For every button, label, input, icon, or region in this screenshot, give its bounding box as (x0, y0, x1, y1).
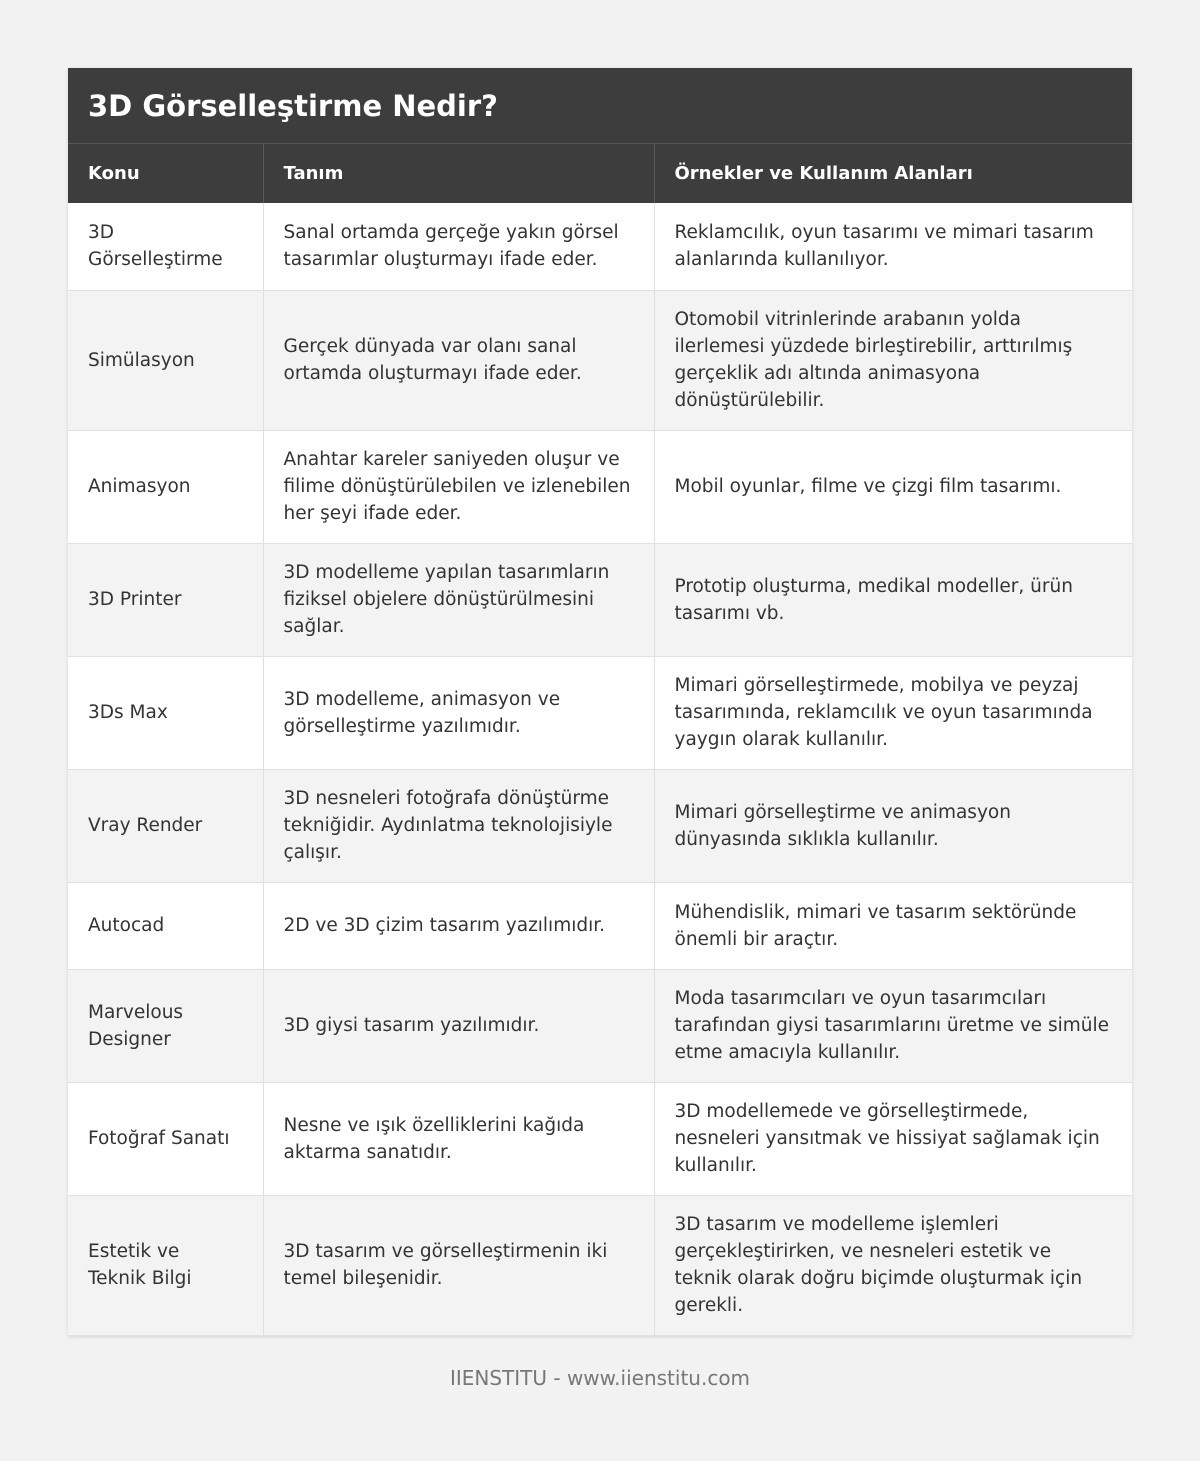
cell-definition: 3D nesneleri fotoğrafa dönüştürme tekniğidir. Aydınlatma teknolojisiyle çalışır. (263, 769, 654, 882)
cell-definition: 3D modelleme, animasyon ve görselleştirme yazılımıdır. (263, 656, 654, 769)
cell-topic: 3D Görselleştirme (68, 203, 263, 290)
header-examples: Örnekler ve Kullanım Alanları (654, 144, 1132, 203)
cell-topic: 3D Printer (68, 543, 263, 656)
footer-credit: IIENSTITU - www.iienstitu.com (449, 1366, 751, 1390)
cell-topic: Marvelous Designer (68, 969, 263, 1082)
table-row (68, 656, 1132, 769)
cell-examples: Mimari görselleştirme ve animasyon dünyasında sıklıkla kullanılır. (654, 769, 1132, 882)
header-topic: Konu (68, 144, 263, 203)
cell-definition: Sanal ortamda gerçeğe yakın görsel tasarımlar oluşturmayı ifade eder. (263, 203, 654, 290)
cell-topic: Autocad (68, 882, 263, 969)
cell-examples: Reklamcılık, oyun tasarımı ve mimari tasarım alanlarında kullanılıyor. (654, 203, 1132, 290)
cell-examples: Otomobil vitrinlerinde arabanın yolda ilerlemesi yüzdede birleştirebilir, arttırılmış gerçeklik adı altında animasyona dönüştürülebilir. (654, 290, 1132, 430)
table-row (68, 882, 1132, 969)
cell-examples: Prototip oluşturma, medikal modeller, ürün tasarımı vb. (654, 543, 1132, 656)
cell-definition: 2D ve 3D çizim tasarım yazılımıdır. (263, 882, 654, 969)
table-row (68, 769, 1132, 882)
info-table (68, 144, 1132, 1336)
cell-definition: Anahtar kareler saniyeden oluşur ve filime dönüştürülebilen ve izlenebilen her şeyi ifade eder. (263, 430, 654, 543)
cell-examples: Mühendislik, mimari ve tasarım sektöründe önemli bir araçtır. (654, 882, 1132, 969)
cell-examples: Mimari görselleştirmede, mobilya ve peyzaj tasarımında, reklamcılık ve oyun tasarımında yaygın olarak kullanılır. (654, 656, 1132, 769)
table-row (68, 430, 1132, 543)
table-row (68, 543, 1132, 656)
table-row (68, 969, 1132, 1082)
table-row (68, 1195, 1132, 1335)
cell-definition: 3D modelleme yapılan tasarımların fiziksel objelere dönüştürülmesini sağlar. (263, 543, 654, 656)
table-title: 3D Görselleştirme Nedir? (68, 68, 1132, 144)
cell-definition: Gerçek dünyada var olanı sanal ortamda oluşturmayı ifade eder. (263, 290, 654, 430)
cell-topic: Estetik ve Teknik Bilgi (68, 1195, 263, 1335)
cell-examples: 3D tasarım ve modelleme işlemleri gerçekleştirirken, ve nesneleri estetik ve teknik olarak doğru biçimde oluşturmak için gerekli. (654, 1195, 1132, 1335)
cell-examples: Mobil oyunlar, filme ve çizgi film tasarımı. (654, 430, 1132, 543)
table-row (68, 290, 1132, 430)
cell-definition: Nesne ve ışık özelliklerini kağıda aktarma sanatıdır. (263, 1082, 654, 1195)
cell-topic: Fotoğraf Sanatı (68, 1082, 263, 1195)
info-table-card (68, 68, 1132, 1336)
table-row (68, 1082, 1132, 1195)
table-row (68, 203, 1132, 290)
cell-topic: Simülasyon (68, 290, 263, 430)
table-header-row (68, 144, 1132, 203)
cell-topic: 3Ds Max (68, 656, 263, 769)
header-definition: Tanım (263, 144, 654, 203)
cell-definition: 3D giysi tasarım yazılımıdır. (263, 969, 654, 1082)
cell-definition: 3D tasarım ve görselleştirmenin iki temel bileşenidir. (263, 1195, 654, 1335)
cell-examples: 3D modellemede ve görselleştirmede, nesneleri yansıtmak ve hissiyat sağlamak için kullanılır. (654, 1082, 1132, 1195)
cell-examples: Moda tasarımcıları ve oyun tasarımcıları tarafından giysi tasarımlarını üretme ve simüle etme amacıyla kullanılır. (654, 969, 1132, 1082)
cell-topic: Animasyon (68, 430, 263, 543)
cell-topic: Vray Render (68, 769, 263, 882)
